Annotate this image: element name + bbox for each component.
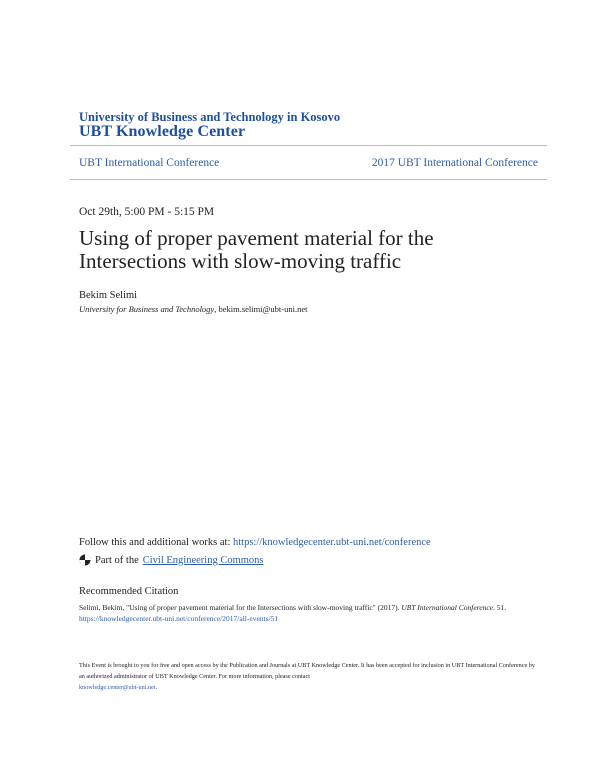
follow-link[interactable]: https://knowledgecenter.ubt-uni.net/conference: [233, 537, 431, 548]
part-of-line: [79, 554, 264, 566]
breadcrumb-year-link[interactable]: 2017 UBT International Conference: [371, 157, 538, 169]
recommended-citation-heading: Recommended Citation: [79, 586, 179, 597]
header-divider-bottom: [70, 179, 547, 180]
institution-name[interactable]: University of Business and Technology in Kosovo: [79, 110, 341, 124]
part-of-label: Part of the: [95, 554, 139, 566]
citation-url-link[interactable]: https://knowledgecenter.ubt-uni.net/conference/2017/all-events/51: [79, 614, 279, 623]
follow-label: Follow this and additional works at:: [79, 537, 231, 548]
notice-text: This Event is brought to you for free and open access by the Publication and Journals at UBT Knowledge Center. It has been accepted for inclusion in UBT International Conference by an authorized administrator of UBT Knowledge Center. For more information, please contact: [79, 662, 535, 680]
site-title[interactable]: UBT Knowledge Center: [79, 123, 246, 140]
citation-text: Selimi, Bekim, "Using of proper pavement material for the Intersections with slow-moving traffic" (2017).: [79, 603, 400, 612]
follow-line: [79, 537, 431, 548]
author-name: Bekim Selimi: [79, 290, 138, 301]
affiliation-name: University for Business and Technology: [79, 304, 215, 314]
header-divider-top: [70, 145, 547, 146]
event-title: Using of proper pavement material for the Intersections with slow-moving traffic: [79, 226, 434, 273]
event-time: Oct 29th, 5:00 PM - 5:15 PM: [79, 206, 215, 218]
civil-engineering-commons-link[interactable]: Civil Engineering Commons: [142, 554, 264, 566]
contact-email-link[interactable]: knowledge.center@ubt-uni.net: [79, 684, 156, 691]
citation-number: . 51.: [493, 603, 507, 612]
citation-conference: UBT International Conference: [401, 603, 494, 612]
recommended-citation: [79, 602, 519, 624]
network-icon: [79, 554, 91, 566]
breadcrumb-conference-link[interactable]: UBT International Conference: [79, 157, 220, 169]
author-email: bekim.selimi@ubt-uni.net: [218, 304, 308, 314]
notice-end: .: [155, 684, 158, 691]
author-affiliation: University for Business and Technology, bekim.selimi@ubt-uni.net: [79, 304, 308, 314]
access-notice: [79, 660, 539, 693]
